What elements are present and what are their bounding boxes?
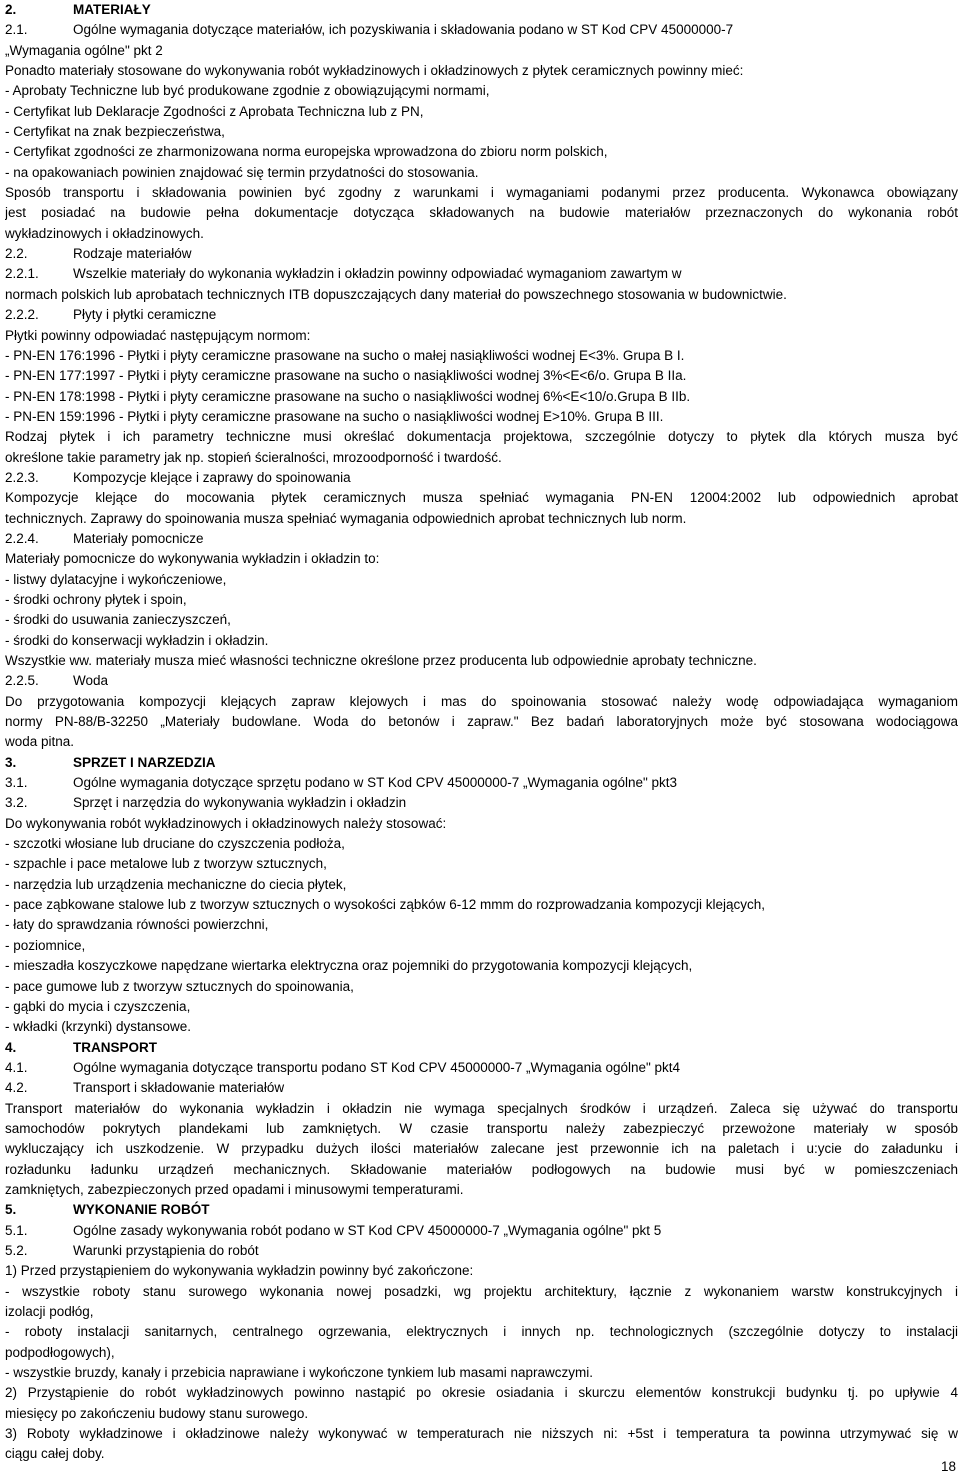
- line-text: - wkładki (krzynki) dystansowe.: [5, 1019, 192, 1035]
- text-line: [5, 1160, 958, 1180]
- section-heading: [5, 793, 958, 813]
- text-line: [5, 692, 958, 712]
- text-line: [5, 1424, 958, 1444]
- line-text: - Certyfikat zgodności ze zharmonizowana norma europejska wprowadzona do zbioru norm polskich,: [5, 144, 608, 160]
- text-line: [5, 488, 958, 508]
- line-text: Woda: [73, 673, 109, 689]
- line-text: Płytki powinny odpowiadać następującym normom:: [5, 327, 311, 343]
- text-line: [5, 427, 958, 447]
- section-number: 2.1.: [5, 22, 28, 38]
- section-number: 5.2.: [5, 1242, 28, 1258]
- section-heading: [5, 1038, 958, 1058]
- line-text: - narzędzia lub urządzenia mechaniczne do ciecia płytek,: [5, 876, 347, 892]
- section-heading: [5, 1221, 958, 1241]
- text-line: [5, 1404, 958, 1424]
- line-text: technicznych. Zaprawy do spoinowania musza spełniać wymagania odpowiednich aprobat technicznych lub norm.: [5, 510, 687, 526]
- text-line: [5, 407, 958, 427]
- line-text: Sprzęt i narzędzia do wykonywania wykładzin i okładzin: [73, 795, 407, 811]
- text-line: [5, 875, 958, 895]
- text-line: [5, 936, 958, 956]
- line-text: normach polskich lub aprobatach technicznych ITB dopuszczających dany materiał do powszechnego stosowania w budownictwie.: [5, 286, 787, 302]
- line-text: - Certyfikat lub Deklaracje Zgodności z Aprobata Techniczna lub z PN,: [5, 103, 424, 119]
- line-text: Do wykonywania robót wykładzinowych i okładzinowych należy stosować:: [5, 815, 447, 831]
- text-line: [5, 326, 958, 346]
- section-number: 2.2.1.: [5, 266, 39, 282]
- text-line: [5, 1363, 958, 1383]
- text-line: [5, 915, 958, 935]
- section-heading: [5, 1241, 958, 1261]
- text-line: [5, 814, 958, 834]
- text-line: [5, 61, 958, 81]
- section-heading: [5, 244, 958, 264]
- text-line: [5, 163, 958, 183]
- line-text: Do przygotowania kompozycji klejących zapraw klejowych i mas do spoinowania stosować należy wodę odpowiadająca wymaganiom: [5, 693, 958, 709]
- text-line: [5, 285, 958, 305]
- section-heading: [5, 20, 958, 40]
- text-line: [5, 366, 958, 386]
- text-line: [5, 977, 958, 997]
- line-text: jest posiadać na budowie pełna dokumentacje dotycząca składowanych na budowie materiałów przeznaczonych do wykonania robót: [5, 205, 958, 221]
- text-line: [5, 712, 958, 732]
- line-text: - PN-EN 177:1997 - Płytki i płyty ceramiczne prasowane na sucho o nasiąkliwości wodnej 3%<E<6/o. Grupa B IIa.: [5, 368, 687, 384]
- line-text: Ogólne wymagania dotyczące materiałów, ich pozyskiwania i składowania podano w ST Kod CPV 45000000-7: [73, 22, 734, 38]
- line-text: Transport materiałów do wykonania wykładzin i okładzin nie wymaga specjalnych środków i urządzeń. Zaleca się używać do transportu: [5, 1100, 958, 1116]
- section-number: 5.: [5, 1202, 17, 1218]
- section-heading: [5, 468, 958, 488]
- text-line: [5, 590, 958, 610]
- text-line: [5, 997, 958, 1017]
- text-line: [5, 183, 958, 203]
- line-text: Sposób transportu i składowania powinien być zgodny z warunkami i wymaganiami podanymi przez producenta. Wykonawca obowiązany: [5, 185, 958, 201]
- line-text: podpodłogowych),: [5, 1344, 115, 1360]
- section-number: 4.1.: [5, 1059, 28, 1075]
- line-text: - wszystkie roboty stanu surowego wykonania nowej posadzki, wg projektu architektury, łącznie z wykonaniem warstw konstrukcyjnych i: [5, 1283, 958, 1299]
- line-text: Wszelkie materiały do wykonania wykładzin i okładzin powinny odpowiadać wymaganiom zawartym w: [73, 266, 682, 282]
- line-text: - pace ząbkowane stalowe lub z tworzyw sztucznych o wysokości ząbków 6-12 mmm do rozprowadzania kompozycji klejących,: [5, 897, 766, 913]
- line-text: - roboty instalacji sanitarnych, centralnego ogrzewania, elektrycznych i innych np. technologicznych (szczególnie dotyczy to instalacji: [5, 1324, 958, 1340]
- text-line: [5, 895, 958, 915]
- text-line: [5, 834, 958, 854]
- section-heading: [5, 0, 958, 20]
- text-line: [5, 1119, 958, 1139]
- section-number: 3.: [5, 754, 17, 770]
- line-text: - środki do usuwania zanieczyszczeń,: [5, 612, 231, 628]
- text-line: [5, 224, 958, 244]
- section-number: 2.2.3.: [5, 469, 39, 485]
- text-line: [5, 509, 958, 529]
- line-text: - poziomnice,: [5, 937, 86, 953]
- line-text: - pace gumowe lub z tworzyw sztucznych do spoinowania,: [5, 978, 354, 994]
- section-number: 2.2.: [5, 246, 28, 262]
- text-line: [5, 651, 958, 671]
- line-text: Ogólne zasady wykonywania robót podano w ST Kod CPV 45000000-7 „Wymagania ogólne" pkt 5: [73, 1222, 662, 1238]
- text-line: [5, 1282, 958, 1302]
- line-text: - PN-EN 176:1996 - Płytki i płyty ceramiczne prasowane na sucho o małej nasiąkliwości wodnej E<3%. Grupa B I.: [5, 347, 685, 363]
- line-text: - szczotki włosiane lub druciane do czyszczenia podłoża,: [5, 836, 345, 852]
- line-text: Ogólne wymagania dotyczące sprzętu podano w ST Kod CPV 45000000-7 „Wymagania ogólne" pkt3: [73, 775, 678, 791]
- line-text: - Aprobaty Techniczne lub być produkowane zgodnie z obowiązującymi normami,: [5, 83, 490, 99]
- line-text: Warunki przystąpienia do robót: [73, 1242, 259, 1258]
- text-line: [5, 41, 958, 61]
- section-number: 2.2.2.: [5, 307, 39, 323]
- line-text: - PN-EN 178:1998 - Płytki i płyty ceramiczne prasowane na sucho o nasiąkliwości wodnej 6%<E<10/o.Grupa B IIb.: [5, 388, 691, 404]
- text-line: [5, 81, 958, 101]
- section-heading: [5, 671, 958, 691]
- text-line: [5, 1180, 958, 1200]
- line-text: określone takie parametry jak np. stopień ścieralności, mrozoodporność i twardość.: [5, 449, 502, 465]
- line-text: 3) Roboty wykładzinowe i okładzinowe należy wykonywać w temperaturach nie niższych ni: +5st i temperatura ta powinna utrzymywać się w: [5, 1426, 958, 1442]
- section-heading: [5, 753, 958, 773]
- section-number: 4.2.: [5, 1080, 28, 1096]
- line-text: Rodzaj płytek i ich parametry techniczne musi określać dokumentacja projektowa, szczególnie dotyczy to płytek dla których musza być: [5, 429, 958, 445]
- section-heading: [5, 1200, 958, 1220]
- section-number: 2.2.5.: [5, 673, 39, 689]
- text-line: [5, 854, 958, 874]
- line-text: wykluczający ich uszkodzenie. W przypadku dużych ilości materiałów zalecane jest przewonnie ich na paletach i u:ycie do załadunku i: [5, 1141, 958, 1157]
- text-line: [5, 1343, 958, 1363]
- line-text: TRANSPORT: [73, 1039, 157, 1055]
- line-text: - środki ochrony płytek i spoin,: [5, 591, 187, 607]
- line-text: - na opakowaniach powinien znajdować się termin przydatności do stosowania.: [5, 164, 479, 180]
- section-number: 2.: [5, 2, 17, 17]
- text-line: [5, 1444, 958, 1464]
- line-text: Kompozycje klejące do mocowania płytek ceramicznych musza spełniać wymagania PN-EN 12004:2002 lub odpowiednich aprobat: [5, 490, 958, 506]
- line-text: WYKONANIE ROBÓT: [73, 1202, 210, 1218]
- line-text: Rodzaje materiałów: [73, 246, 192, 262]
- text-line: [5, 631, 958, 651]
- line-text: miesięcy po zakończeniu budowy stanu surowego.: [5, 1405, 309, 1421]
- text-line: [5, 1017, 958, 1037]
- text-line: [5, 1322, 958, 1342]
- section-heading: [5, 305, 958, 325]
- text-line: [5, 346, 958, 366]
- section-heading: [5, 1078, 958, 1098]
- line-text: - szpachle i pace metalowe lub z tworzyw sztucznych,: [5, 856, 327, 872]
- text-line: [5, 1099, 958, 1119]
- section-number: 3.2.: [5, 795, 28, 811]
- line-text: - mieszadła koszyczkowe napędzane wiertarka elektryczna oraz pojemniki do przygotowania kompozycji klejących,: [5, 958, 693, 974]
- line-text: samochodów pokrytych plandekami lub zamkniętych. W czasie transportu należy zabezpieczyć przewożone materiały w sposób: [5, 1120, 958, 1136]
- line-text: „Wymagania ogólne" pkt 2: [5, 42, 163, 58]
- line-text: ciągu całej doby.: [5, 1446, 105, 1462]
- line-text: woda pitna.: [5, 734, 75, 750]
- line-text: - wszystkie bruzdy, kanały i przebicia naprawiane i wykończone tynkiem lub masami naprawczymi.: [5, 1365, 593, 1381]
- line-text: Kompozycje klejące i zaprawy do spoinowania: [73, 469, 351, 485]
- line-text: Ponadto materiały stosowane do wykonywania robót wykładzinowych i okładzinowych z płytek ceramicznych powinny mieć:: [5, 63, 744, 79]
- text-line: [5, 610, 958, 630]
- section-number: 4.: [5, 1039, 17, 1055]
- text-line: [5, 102, 958, 122]
- line-text: SPRZET I NARZEDZIA: [73, 754, 216, 770]
- line-text: Materiały pomocnicze: [73, 530, 204, 546]
- section-number: 3.1.: [5, 775, 28, 791]
- line-text: Transport i składowanie materiałów: [73, 1080, 285, 1096]
- text-line: [5, 448, 958, 468]
- text-line: [5, 732, 958, 752]
- page-number: 18: [940, 1459, 956, 1474]
- line-text: Płyty i płytki ceramiczne: [73, 307, 217, 323]
- line-text: izolacji podłóg,: [5, 1304, 94, 1319]
- text-line: [5, 1261, 958, 1281]
- line-text: Ogólne wymagania dotyczące transportu podano ST Kod CPV 45000000-7 „Wymagania ogólne" pkt4: [73, 1059, 681, 1075]
- text-line: [5, 1302, 958, 1322]
- line-text: zamkniętych, zabezpieczonych przed opadami i minusowymi temperaturami.: [5, 1181, 464, 1197]
- line-text: Materiały pomocnicze do wykonywania wykładzin i okładzin to:: [5, 551, 380, 567]
- section-heading: [5, 1058, 958, 1078]
- section-number: 5.1.: [5, 1222, 28, 1238]
- text-line: [5, 570, 958, 590]
- line-text: - gąbki do mycia i czyszczenia,: [5, 998, 191, 1014]
- text-line: [5, 956, 958, 976]
- text-line: [5, 203, 958, 223]
- text-line: [5, 387, 958, 407]
- line-text: 1) Przed przystąpieniem do wykonywania wykładzin powinny być zakończone:: [5, 1263, 474, 1279]
- line-text: normy PN-88/B-32250 „Materiały budowlane. Woda do betonów i zapraw." Bez badań laboratoryjnych może być stosowana wodociągowa: [5, 714, 958, 730]
- line-text: - PN-EN 159:1996 - Płytki i płyty ceramiczne prasowane na sucho o nasiąkliwości wodnej E>10%. Grupa B III.: [5, 408, 664, 424]
- line-text: 2) Przystąpienie do robót wykładzinowych powinno nastąpić po okresie osiadania i skurczu elementów konstrukcji budynku tj. po upływie 4: [5, 1385, 958, 1401]
- line-text: Wszystkie ww. materiały musza mieć własności techniczne określone przez producenta lub odpowiednie aprobaty techniczne.: [5, 653, 757, 668]
- document-body: [5, 0, 958, 1465]
- line-text: - Certyfikat na znak bezpieczeństwa,: [5, 124, 225, 140]
- section-heading: [5, 264, 958, 284]
- text-line: [5, 1383, 958, 1403]
- line-text: - środki do konserwacji wykładzin i okładzin.: [5, 632, 269, 648]
- line-text: - listwy dylatacyjne i wykończeniowe,: [5, 571, 227, 587]
- text-line: [5, 142, 958, 162]
- section-heading: [5, 773, 958, 793]
- text-line: [5, 1139, 958, 1159]
- text-line: [5, 122, 958, 142]
- line-text: rozładunku ładunku urządzeń mechanicznych. Składowanie materiałów podłogowych na budowie musi być w pomieszczeniach: [5, 1161, 958, 1177]
- section-heading: [5, 529, 958, 549]
- line-text: MATERIAŁY: [73, 2, 151, 17]
- line-text: - łaty do sprawdzania równości powierzchni,: [5, 917, 269, 933]
- text-line: [5, 549, 958, 569]
- line-text: wykładzinowych i okładzinowych.: [5, 225, 204, 241]
- section-number: 2.2.4.: [5, 530, 39, 546]
